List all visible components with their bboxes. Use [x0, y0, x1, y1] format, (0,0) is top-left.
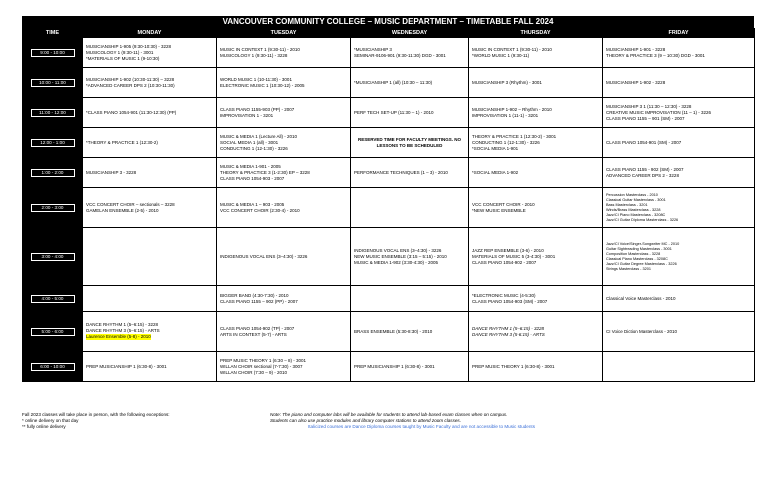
class-entry: Percussion Masterclass - 2010 — [606, 192, 658, 197]
class-entry: MUSICIANSHIP 1-902 – Rhythm - 2010 — [472, 106, 552, 112]
class-cell-thursday — [469, 286, 603, 312]
class-entry: MUSIC IN CONTEXT 1 (9:30-11) - 2010 — [472, 46, 552, 52]
time-cell — [23, 128, 83, 158]
class-entry: IMPROVISATION 1 - 3201 — [220, 112, 274, 118]
class-cell-wednesday — [351, 312, 469, 352]
class-cell-thursday — [469, 98, 603, 128]
class-entry: MATERIALS OF MUSIC 5 (3-4:30) - 3001 — [472, 253, 556, 259]
class-entry: MUSIC & MEDIA 1-901 - 2005 — [220, 163, 281, 169]
class-entry: *MATERIALS OF MUSIC 1 (9-10:30) — [86, 55, 160, 61]
class-entry: ELECTRONIC MUSIC 1 (10:30-12) - 2005 — [220, 82, 305, 88]
timeslot-row — [23, 128, 755, 158]
class-cell-wednesday — [351, 128, 469, 158]
class-cell-thursday — [469, 312, 603, 352]
class-cell-friday — [603, 128, 755, 158]
header-friday: FRIDAY — [603, 29, 755, 38]
footer-exceptions — [22, 412, 252, 430]
class-entry: CLASS PIANO 1054-902 - 2007 — [472, 259, 537, 265]
class-entry: JAZZ REP ENSEMBLE (3-6) - 2010 — [472, 247, 544, 253]
class-entry: Guitar Sightreading Masterclass - 3001 — [606, 246, 672, 251]
class-cell-friday — [603, 158, 755, 188]
class-entry: MUSICIANSHIP 3 1 (11:30 – 12:30) - 3228 — [606, 103, 692, 109]
header-tuesday: TUESDAY — [217, 29, 351, 38]
footer-lab-note — [270, 412, 754, 430]
footer-notes — [22, 412, 754, 438]
class-entry: WILLAN CHOIR (7:30 – 9) - 2010 — [220, 369, 288, 375]
header-wednesday: WEDNESDAY — [351, 29, 469, 38]
class-cell-monday — [83, 188, 217, 228]
time-label: 2:00 - 3:00 — [31, 204, 75, 212]
class-entry: CREATIVE MUSIC IMPROVISATION (11 – 1) - 3226 — [606, 109, 712, 115]
class-cell-wednesday — [351, 228, 469, 286]
class-cell-monday — [83, 38, 217, 68]
class-cell-thursday — [469, 352, 603, 382]
class-entry: *SOCIAL MEDIA 1-901 — [472, 145, 519, 151]
class-entry: BIGGER BAND (4:30-7:30) - 2010 — [220, 292, 289, 298]
class-entry: WILLAN CHOIR sectional (7-7:30) - 3007 — [220, 363, 303, 369]
class-cell-wednesday — [351, 38, 469, 68]
class-cell-tuesday — [217, 286, 351, 312]
class-cell-monday — [83, 98, 217, 128]
timeslot-row — [23, 98, 755, 128]
time-cell — [23, 38, 83, 68]
time-cell — [23, 352, 83, 382]
class-entry: PREP MUSIC THEORY 1 (6:30-8) - 3001 — [472, 363, 555, 369]
timeslot-row — [23, 68, 755, 98]
time-cell — [23, 286, 83, 312]
time-label: 12:00 - 1:00 — [31, 139, 75, 147]
header-row — [23, 29, 755, 38]
timeslot-row — [23, 312, 755, 352]
header-time: TIME — [23, 29, 83, 38]
class-cell-tuesday — [217, 128, 351, 158]
footer-line: Fall 2023 classes will take place in person, with the following exceptions: — [22, 412, 170, 417]
class-cell-friday — [603, 228, 755, 286]
class-cell-monday — [83, 352, 217, 382]
class-entry: *CLASS PIANO 1054-901 (11:30-12:30) (PP) — [86, 109, 177, 115]
class-entry: CLASS PIANO 1054-903 (SM) - 2007 — [472, 298, 548, 304]
timetable-sheet — [22, 16, 754, 382]
class-cell-tuesday — [217, 98, 351, 128]
class-cell-monday — [83, 286, 217, 312]
class-cell-tuesday — [217, 352, 351, 382]
footer-line: * online delivery on that day — [22, 418, 79, 423]
time-label: 3:00 - 4:00 — [31, 253, 75, 261]
class-cell-thursday — [469, 68, 603, 98]
class-entry: CLASS PIANO 1155 – 901 (SM) - 2007 — [606, 115, 685, 121]
class-entry: *MUSICIANSHIP 3 — [354, 46, 392, 52]
class-entry: MUSICIANSHIP 1-902 (10:30-11:30) – 3228 — [86, 76, 175, 82]
class-entry: THEORY & PRACTICE 3 (9 – 10:30) DGD - 3001 — [606, 52, 705, 58]
class-entry: DANCE RHYTHM 3 (5–6:15) - ARTS — [86, 327, 160, 333]
class-cell-friday — [603, 68, 755, 98]
class-entry: PREP MUSIC THEORY 1 (6:30 – 8) - 3001 — [220, 357, 306, 363]
footer-note-line: Students can also use practice modules and library computer stations to attend zoom classes. — [270, 418, 461, 423]
class-entry: Classical Voice Masterclass - 2010 — [606, 295, 676, 301]
class-cell-tuesday — [217, 158, 351, 188]
timetable-title: VANCOUVER COMMUNITY COLLEGE – MUSIC DEPARTMENT – TIMETABLE FALL 2024 — [22, 16, 754, 28]
class-cell-friday — [603, 286, 755, 312]
time-label: 11:00 - 12:00 — [31, 109, 75, 117]
class-cell-wednesday — [351, 98, 469, 128]
class-entry: ADVANCED CAREER DPS 2 - 3228 — [606, 172, 679, 178]
class-entry: DANCE RHYTHM 1 (5–6:15) - 3228 — [472, 325, 545, 331]
time-cell — [23, 68, 83, 98]
class-entry: PREP MUSICIANSHIP 1 (6:30-8) - 3001 — [354, 363, 435, 369]
class-entry: MUSICIANSHIP 1-905 (9:30-10:30) - 3228 — [86, 43, 171, 49]
class-entry: DANCE RHYTHM 1 (5–6:15) - 3228 — [86, 321, 159, 327]
footer-line: ** fully online delivery — [22, 424, 66, 429]
class-entry: *ADVANCED CAREER DPS 2 (10:30-11:30) — [86, 82, 175, 88]
class-entry: CLASS PIANO 1155 – 902 (PP) - 2007 — [220, 298, 298, 304]
class-cell-monday — [83, 228, 217, 286]
class-entry: SOCIAL MEDIA 1 (all) - 3001 — [220, 139, 279, 145]
class-cell-wednesday — [351, 68, 469, 98]
class-entry: GAMELAN ENSEMBLE (2-5) - 2010 — [86, 207, 159, 213]
class-cell-wednesday — [351, 286, 469, 312]
class-entry: RESERVED TIME FOR FACULTY MEETINGS. NO LESSONS TO BE SCHEDULED — [357, 136, 461, 148]
footer-note-line: Note: The piano and computer labs will be available for students to attend lab-based exam classes when on campus. — [270, 412, 508, 417]
class-cell-thursday — [469, 128, 603, 158]
class-entry: MUSICIANSHIP 1-901 - 3228 — [606, 46, 666, 52]
timeslot-row — [23, 352, 755, 382]
class-entry: PREP MUSICIANSHIP 1 (6:30-8) - 3001 — [86, 363, 167, 369]
time-label: 9:00 - 10:00 — [31, 49, 75, 57]
timeslot-row — [23, 188, 755, 228]
class-entry: MUSIC & MEDIA 1 – 903 - 2005 — [220, 201, 285, 207]
class-entry: THEORY & PRACTICE 3 (1-2:30) EP – 3228 — [220, 169, 310, 175]
class-entry: *THEORY & PRACTICE 1 (12:30-2) — [86, 139, 158, 145]
time-cell — [23, 98, 83, 128]
class-entry: PERFORMANCE TECHNIQUES (1 – 3) - 2010 — [354, 169, 448, 175]
class-cell-friday — [603, 312, 755, 352]
class-entry: DANCE RHYTHM 3 (5-6:15) - ARTS — [472, 331, 545, 337]
timetable-grid — [22, 28, 755, 382]
class-cell-thursday — [469, 158, 603, 188]
class-cell-monday — [83, 312, 217, 352]
class-entry: CLASS PIANO 1054-903 - 2007 — [220, 175, 285, 181]
time-label: 4:00 - 5:00 — [31, 295, 75, 303]
class-entry: SEMINAR-9106-901 (9:30-11:30) DGD - 3001 — [354, 52, 446, 58]
class-cell-tuesday — [217, 228, 351, 286]
class-entry: Classical Piano Masterclass - 3208C — [606, 256, 668, 261]
class-entry: *MUSICIANSHIP 1 (all) (10:30 – 11:30) — [354, 79, 433, 85]
time-cell — [23, 188, 83, 228]
class-cell-friday — [603, 352, 755, 382]
class-entry: Jazz/CI Guitar Degree Masterclass - 3226 — [606, 261, 677, 266]
class-cell-monday — [83, 128, 217, 158]
timeslot-row — [23, 38, 755, 68]
class-entry: VCC CONCERT CHOIR – sectionals – 3228 — [86, 201, 175, 207]
timeslot-row — [23, 286, 755, 312]
class-entry: MUSIC & MEDIA 1-902 (3:30-4:30) - 2005 — [354, 259, 439, 265]
class-entry: Winds/Brass Masterclass - 3228 — [606, 207, 661, 212]
class-cell-tuesday — [217, 188, 351, 228]
class-cell-friday — [603, 188, 755, 228]
class-entry: MUSICIANSHIP 3 (Rhythm) - 3001 — [472, 79, 542, 85]
class-cell-thursday — [469, 188, 603, 228]
time-label: 1:00 - 2:00 — [31, 169, 75, 177]
class-entry: Jazz/CI Voice/Singer-Songwriter MC - 2010 — [606, 241, 680, 246]
class-entry: Strings Masterclass - 3201 — [606, 266, 651, 271]
class-entry: CLASS PIANO 1155-903 (PP) - 2007 — [220, 106, 295, 112]
timeslot-row — [23, 158, 755, 188]
class-cell-thursday — [469, 38, 603, 68]
class-entry: *NEW MUSIC ENSEMBLE — [472, 207, 526, 213]
class-cell-wednesday — [351, 352, 469, 382]
class-entry: WORLD MUSIC 1 (10-11:30) - 3001 — [220, 76, 292, 82]
time-cell — [23, 312, 83, 352]
time-cell — [23, 158, 83, 188]
class-entry: THEORY & PRACTICE 1 (12:30-2) - 3001 — [472, 133, 557, 139]
class-entry: VCC CONCERT CHOIR - 2010 — [472, 201, 535, 207]
class-entry: ARTS IN CONTEXT (5-7) - ARTS — [220, 331, 287, 337]
class-cell-monday — [83, 68, 217, 98]
class-entry: *SOCIAL MEDIA 1-902 — [472, 169, 519, 175]
class-entry: NEW MUSIC ENSEMBLE (3:15 – 5:15) - 2010 — [354, 253, 447, 259]
class-entry: CLASS PIANO 1155 - 902 (SM) - 2007 — [606, 166, 684, 172]
class-entry: Jazz/CI Guitar Diploma Masterclass - 3226 — [606, 217, 679, 222]
class-entry: MUSICOLOGY 1 (9:30-11) - 3001 — [86, 49, 154, 55]
class-cell-tuesday — [217, 312, 351, 352]
class-entry: CI Voice Diction Masterclass - 2010 — [606, 328, 678, 334]
class-entry: MUSICIANSHIP 3 - 3228 — [86, 169, 137, 175]
class-entry: CONDUCTING 1 (12-1:30) - 3226 — [220, 145, 288, 151]
class-entry: MUSIC IN CONTEXT 1 (9:30-11) - 2010 — [220, 46, 300, 52]
class-entry: Classical Guitar Masterclass - 3001 — [606, 197, 666, 202]
class-entry: MUSICIANSHIP 1-902 - 3228 — [606, 79, 666, 85]
class-entry: PERF TECH SET-UP (11:30 – 1) - 2010 — [354, 109, 434, 115]
header-thursday: THURSDAY — [469, 29, 603, 38]
class-entry: *WORLD MUSIC 1 (9:30-11) — [472, 52, 530, 58]
class-cell-thursday — [469, 228, 603, 286]
class-entry: MUSICOLOGY 1 (9:30-11) - 3228 — [220, 52, 288, 58]
class-entry: INDIGENOUS VOCAL ENS (3–4:30) - 3226 — [354, 247, 442, 253]
class-entry: Composition Masterclass - 3228 — [606, 251, 661, 256]
class-entry: Jazz/CI Piano Masterclass - 3208C — [606, 212, 666, 217]
class-entry: CLASS PIANO 1054-901 (SM) - 2007 — [606, 139, 682, 145]
time-label: 10:00 - 11:00 — [31, 79, 75, 87]
class-cell-monday — [83, 158, 217, 188]
class-entry: CONDUCTING 1 (12-1:30) - 3226 — [472, 139, 540, 145]
class-entry: IMPROVISATION 1 (11-1) - 3201 — [472, 112, 539, 118]
class-cell-friday — [603, 38, 755, 68]
class-cell-friday — [603, 98, 755, 128]
time-cell — [23, 228, 83, 286]
class-entry: MUSIC & MEDIA 1 (Lecture All) - 2010 — [220, 133, 298, 139]
class-entry: VCC CONCERT CHOIR (2:30-4) - 2010 — [220, 207, 300, 213]
time-label: 5:00 - 6:00 — [31, 328, 75, 336]
class-entry: Bass Masterclass - 3201 — [606, 202, 648, 207]
class-entry: BRASS ENSEMBLE (5:30-8:30) - 2010 — [354, 328, 433, 334]
header-monday: MONDAY — [83, 29, 217, 38]
class-entry: CLASS PIANO 1054-902 (TP) - 2007 — [220, 325, 295, 331]
class-cell-wednesday — [351, 158, 469, 188]
class-cell-tuesday — [217, 68, 351, 98]
footer-italic-legend: Italicized courses are Dance Diploma courses taught by Music Faculty and are not accessible to Music students — [308, 424, 535, 429]
class-cell-tuesday — [217, 38, 351, 68]
class-cell-wednesday — [351, 188, 469, 228]
class-entry: *ELECTRONIC MUSIC (4-5:30) — [472, 292, 536, 298]
class-entry: INDIGENOUS VOCAL ENS (3–4:30) - 3226 — [220, 253, 308, 259]
time-label: 6:00 - 10:00 — [31, 363, 75, 371]
timeslot-row — [23, 228, 755, 286]
class-entry: Laurence Ensemble (5-8) - 2010 — [86, 333, 151, 339]
